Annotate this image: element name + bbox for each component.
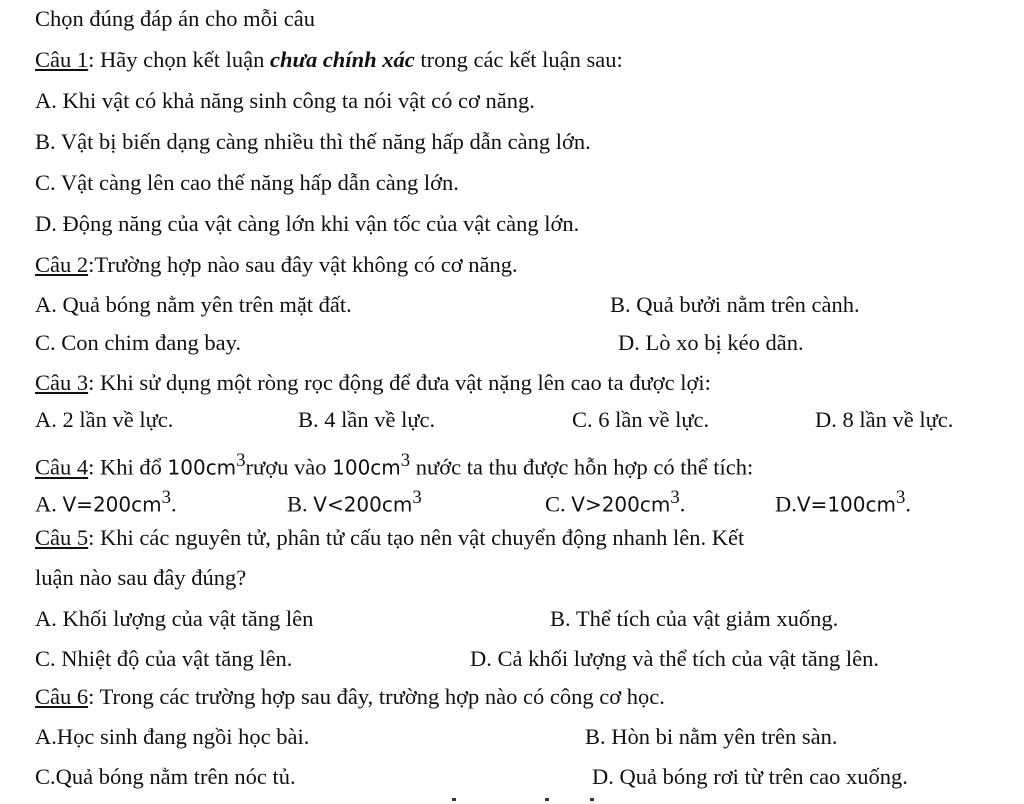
option-expr: V>200cm bbox=[571, 492, 671, 517]
question-label: Câu 2 bbox=[35, 252, 89, 277]
q2-option-c: C. Con chim đang bay. bbox=[35, 330, 242, 355]
period: . bbox=[679, 491, 686, 517]
superscript: 3 bbox=[412, 487, 422, 508]
question-5-cont: luận nào sau đây đúng? bbox=[35, 565, 247, 590]
option-expr: V=200cm bbox=[62, 492, 162, 517]
question-text: Hãy chọn kết luận bbox=[100, 47, 270, 72]
question-2 bbox=[35, 250, 518, 280]
question-sep: : bbox=[88, 454, 101, 480]
question-sep: : bbox=[88, 47, 101, 72]
question-text: Trường hợp nào sau đây vật không có cơ năng. bbox=[94, 252, 518, 277]
q4-option-b bbox=[287, 483, 422, 520]
question-3 bbox=[35, 368, 711, 398]
question-text: nước ta thu được hỗn hợp có thể tích: bbox=[410, 454, 754, 480]
q5-option-d: D. Cả khối lượng và thể tích của vật tăng lên. bbox=[470, 646, 879, 671]
question-sep: : bbox=[88, 370, 101, 395]
q4-option-c bbox=[545, 483, 685, 520]
q5-option-b: B. Thể tích của vật giảm xuống. bbox=[550, 606, 839, 631]
q1-option-a: A. Khi vật có khả năng sinh công ta nói vật có cơ năng. bbox=[35, 88, 535, 113]
question-4 bbox=[35, 446, 753, 483]
q2-option-d: D. Lò xo bị kéo dãn. bbox=[618, 330, 804, 355]
q1-option-c: C. Vật càng lên cao thế năng hấp dẫn càng lớn. bbox=[35, 170, 459, 195]
period: . bbox=[905, 491, 911, 517]
q6-option-a: A.Học sinh đang ngồi học bài. bbox=[35, 724, 310, 749]
q3-option-c: C. 6 lần về lực. bbox=[572, 407, 710, 432]
question-label: Câu 5 bbox=[35, 525, 89, 550]
question-label: Câu 1 bbox=[35, 47, 89, 72]
superscript: 3 bbox=[161, 487, 171, 508]
option-expr: V=100cm bbox=[796, 492, 896, 517]
superscript: 3 bbox=[895, 487, 906, 508]
q1-option-b: B. Vật bị biến dạng càng nhiều thì thế năng hấp dẫn càng lớn. bbox=[35, 129, 591, 154]
q1-option-d: D. Động năng của vật càng lớn khi vận tốc của vật càng lớn. bbox=[35, 211, 580, 236]
q2-option-b: B. Quả bưởi nằm trên cành. bbox=[610, 292, 860, 317]
question-text: Khi sử dụng một ròng rọc động để đưa vật nặng lên cao ta được lợi: bbox=[100, 370, 711, 395]
cropped-text-fragment bbox=[440, 794, 610, 804]
q6-option-b: B. Hòn bi nằm yên trên sàn. bbox=[585, 724, 838, 749]
option-expr: V<200cm bbox=[313, 492, 413, 517]
question-text: trong các kết luận sau: bbox=[414, 47, 623, 72]
superscript: 3 bbox=[670, 487, 680, 508]
question-1 bbox=[35, 45, 623, 75]
q3-option-b: B. 4 lần về lực. bbox=[298, 407, 436, 432]
volume-value: 100cm bbox=[167, 455, 237, 480]
q6-option-d: D. Quả bóng rơi từ trên cao xuống. bbox=[592, 764, 908, 789]
q5-option-a: A. Khối lượng của vật tăng lên bbox=[35, 606, 314, 631]
question-sep: : bbox=[88, 252, 95, 277]
question-6 bbox=[35, 682, 665, 712]
q5-option-c: C. Nhiệt độ của vật tăng lên. bbox=[35, 646, 293, 671]
superscript: 3 bbox=[236, 450, 246, 471]
question-text: Khi các nguyên tử, phân tử cấu tạo nên vật chuyển động nhanh lên. Kết bbox=[100, 525, 745, 550]
period: . bbox=[170, 491, 177, 517]
question-text: rượu vào bbox=[245, 454, 333, 480]
question-emphasis: chưa chính xác bbox=[269, 47, 415, 72]
question-sep: : bbox=[88, 525, 101, 550]
option-prefix: D. bbox=[775, 491, 797, 517]
q4-option-a bbox=[35, 483, 177, 520]
question-text: Trong các trường hợp sau đây, trường hợp nào có công cơ học. bbox=[99, 684, 665, 709]
question-label: Câu 6 bbox=[35, 684, 89, 709]
option-prefix: B. bbox=[287, 491, 314, 517]
superscript: 3 bbox=[400, 450, 411, 471]
volume-value: 100cm bbox=[332, 455, 401, 480]
question-5 bbox=[35, 523, 744, 553]
page-title: Chọn đúng đáp án cho mỗi câu bbox=[35, 6, 315, 31]
question-text: Khi đổ bbox=[100, 454, 168, 480]
q4-option-d bbox=[775, 483, 911, 520]
option-prefix: C. bbox=[545, 491, 572, 517]
question-label: Câu 4 bbox=[35, 454, 89, 480]
q6-option-c: C.Quả bóng nằm trên nóc tủ. bbox=[35, 764, 296, 789]
option-prefix: A. bbox=[35, 491, 63, 517]
question-sep: : bbox=[88, 684, 100, 709]
q3-option-d: D. 8 lần về lực. bbox=[815, 407, 954, 432]
question-label: Câu 3 bbox=[35, 370, 89, 395]
q2-option-a: A. Quả bóng nằm yên trên mặt đất. bbox=[35, 292, 352, 317]
q3-option-a: A. 2 lần về lực. bbox=[35, 407, 174, 432]
